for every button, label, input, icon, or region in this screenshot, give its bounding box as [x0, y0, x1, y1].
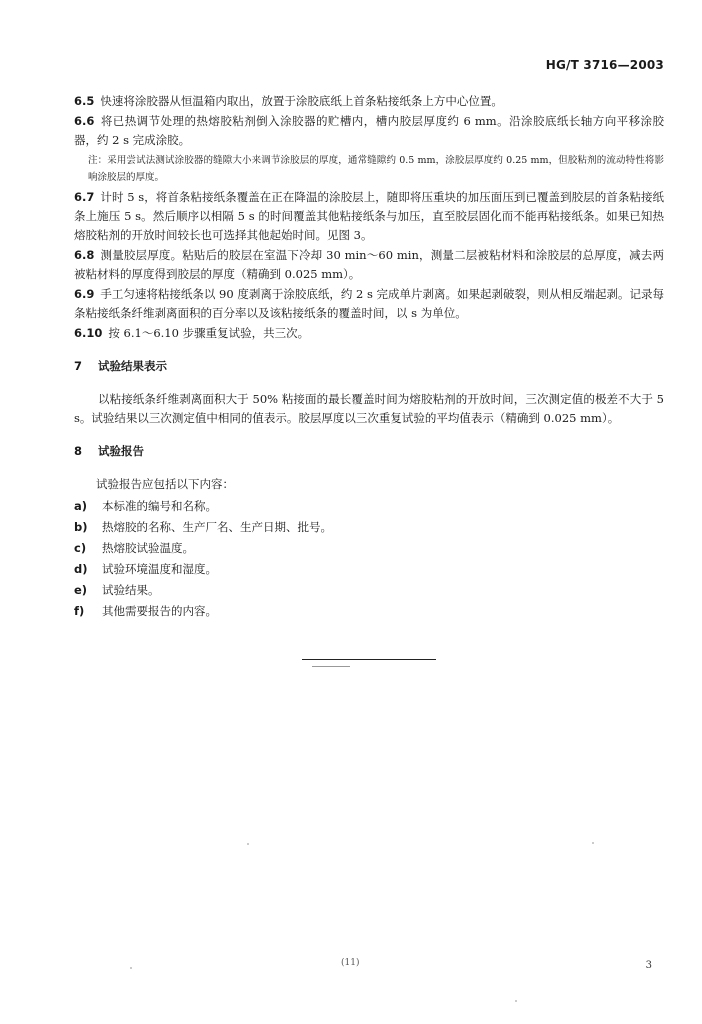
document-body: [74, 92, 664, 624]
clause-text: 测量胶层厚度。粘贴后的胶层在室温下冷却 30 min～60 min，测量二层被粘材料和涂胶层的总厚度，减去两被粘材料的厚度得到胶层的厚度（精确到 0.025 mm）。: [74, 248, 664, 281]
report-intro: 试验报告应包括以下内容：: [96, 477, 234, 491]
clause-text: 将已热调节处理的热熔胶粘剂倒入涂胶器的贮槽内，槽内胶层厚度约 6 mm。沿涂胶底纸长轴方向平移涂胶器，约 2 s 完成涂胶。: [74, 114, 664, 147]
end-of-document-rule: [302, 659, 436, 660]
list-item: [74, 582, 664, 599]
clause-6-9: [74, 285, 664, 323]
clause-6-8: [74, 246, 664, 284]
section-7-heading: [74, 357, 664, 376]
clause-number: 6.5: [74, 94, 95, 108]
clause-6-5: [74, 92, 664, 111]
section-number: 7: [74, 359, 83, 373]
list-item-text: 热熔胶试验温度。: [102, 541, 194, 555]
clause-text: 按 6.1～6.10 步骤重复试验，共三次。: [108, 326, 310, 340]
footer-page-number: (11): [341, 958, 360, 968]
scan-speck: [592, 842, 594, 844]
clause-number: 6.10: [74, 326, 103, 340]
scan-speck: [130, 967, 132, 969]
section-7-body: 以粘接纸条纤维剥离面积大于 50% 粘接面的最长覆盖时间为熔胶粘剂的开放时间，三次测定值的极差不大于 5 s。试验结果以三次测定值中相同的值表示。胶层厚度以三次重复试验的平均值表示（精确到 0.025 mm）。: [74, 392, 664, 425]
list-item-text: 试验结果。: [102, 583, 160, 597]
section-8-heading: [74, 442, 664, 461]
clause-number: 6.8: [74, 248, 95, 262]
list-item: [74, 519, 664, 536]
footer-right-number: 3: [645, 960, 652, 971]
list-marker: c): [74, 541, 87, 555]
list-marker: b): [74, 520, 88, 534]
list-item-text: 本标准的编号和名称。: [102, 499, 217, 513]
list-item: [74, 540, 664, 557]
clause-text: 计时 5 s，将首条粘接纸条覆盖在正在降温的涂胶层上，随即将压重块的加压面压到已覆盖到胶层的首条粘接纸条上施压 5 s。然后顺序以相隔 5 s 的时间覆盖其他粘接纸条与加压，直至胶层固化而不能再粘接纸条。如果已知热熔胶粘剂的开放时间较长也可选择其他起始时间。见图 3。: [74, 190, 664, 242]
clause-6-6: [74, 112, 664, 150]
list-item: [74, 603, 664, 620]
clause-number: 6.9: [74, 287, 95, 301]
list-marker: a): [74, 499, 88, 513]
section-title: 试验结果表示: [98, 359, 168, 373]
clause-number: 6.7: [74, 190, 95, 204]
list-marker: d): [74, 562, 88, 576]
clause-text: 快速将涂胶器从恒温箱内取出，放置于涂胶底纸上首条粘接纸条上方中心位置。: [100, 94, 503, 108]
clause-6-7: [74, 188, 664, 245]
section-number: 8: [74, 444, 83, 458]
scan-speck: [515, 1000, 517, 1002]
standard-code: HG/T 3716—2003: [545, 58, 664, 72]
report-items-list: [74, 498, 664, 620]
list-marker: e): [74, 583, 88, 597]
list-item-text: 其他需要报告的内容。: [102, 604, 217, 618]
clause-6-10: [74, 324, 664, 343]
list-item-text: 热熔胶的名称、生产厂名、生产日期、批号。: [102, 520, 332, 534]
note: 注：采用尝试法测试涂胶器的缝隙大小来调节涂胶层的厚度，通常缝隙约 0.5 mm，涂胶层厚度约 0.25 mm，但胶粘剂的流动特性将影响涂胶层的厚度。: [88, 155, 664, 183]
end-rule-shadow: [312, 666, 350, 667]
list-item: [74, 498, 664, 515]
section-title: 试验报告: [98, 444, 145, 458]
list-item-text: 试验环境温度和湿度。: [102, 562, 217, 576]
list-marker: f): [74, 604, 85, 618]
list-item: [74, 561, 664, 578]
scan-speck: [247, 843, 249, 845]
clause-text: 手工匀速将粘接纸条以 90 度剥离于涂胶底纸，约 2 s 完成单片剥离。如果起剥破裂，则从相反端起剥。记录每条粘接纸条纤维剥离面积的百分率以及该粘接纸条的覆盖时间，以 s 为单位。: [74, 287, 664, 320]
clause-number: 6.6: [74, 114, 95, 128]
